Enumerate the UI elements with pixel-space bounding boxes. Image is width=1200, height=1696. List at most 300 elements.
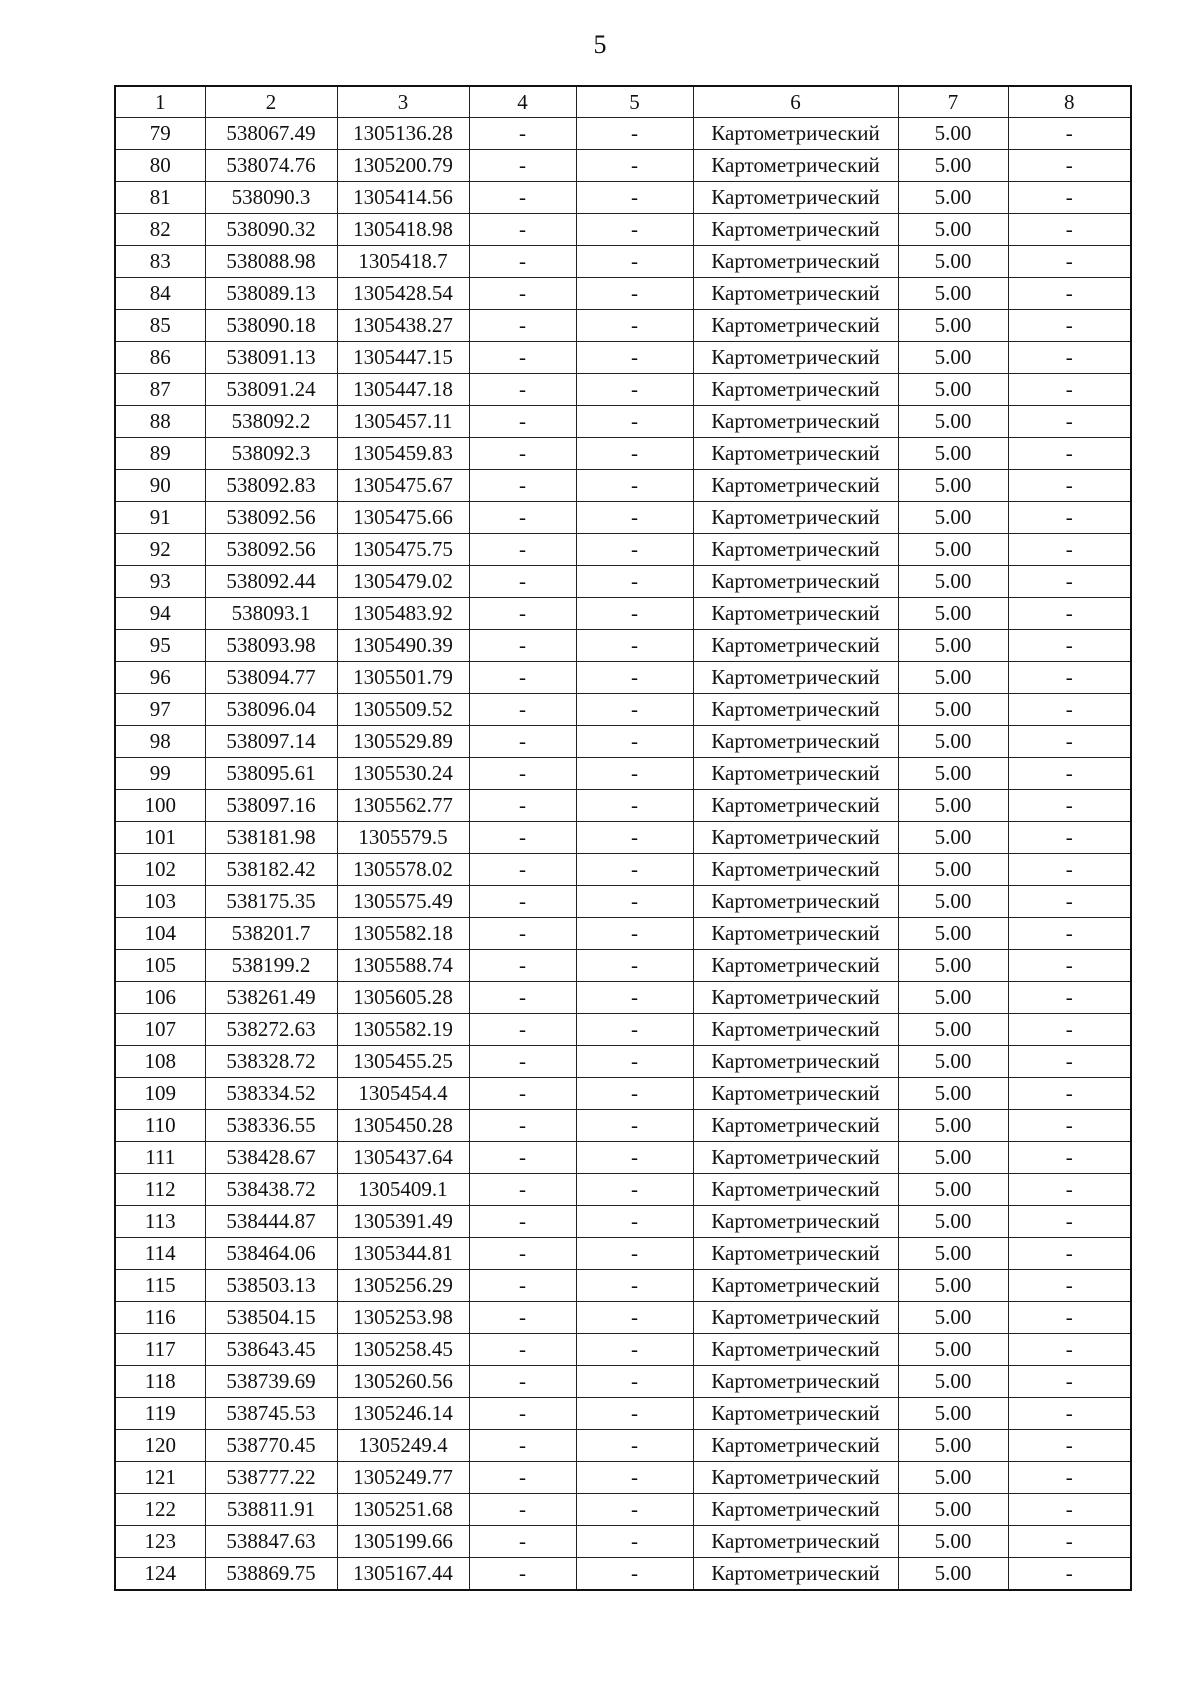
table-row: [115, 758, 1131, 790]
col-8-value-cell: -: [1008, 118, 1131, 150]
accuracy-cell: 5.00: [898, 566, 1008, 598]
y-coordinate-cell: 1305605.28: [337, 982, 469, 1014]
x-coordinate-cell: 538092.3: [205, 438, 337, 470]
col-5-value-cell: -: [576, 374, 693, 406]
y-coordinate-cell: 1305455.25: [337, 1046, 469, 1078]
col-5-value-cell: -: [576, 1014, 693, 1046]
col-4-value-cell: -: [469, 342, 576, 374]
accuracy-cell: 5.00: [898, 470, 1008, 502]
col-5-value-cell: -: [576, 1206, 693, 1238]
point-number-cell: 110: [115, 1110, 205, 1142]
y-coordinate-cell: 1305579.5: [337, 822, 469, 854]
method-cell: Картометрический: [693, 1110, 898, 1142]
accuracy-cell: 5.00: [898, 950, 1008, 982]
y-coordinate-cell: 1305438.27: [337, 310, 469, 342]
x-coordinate-cell: 538438.72: [205, 1174, 337, 1206]
method-cell: Картометрический: [693, 118, 898, 150]
method-cell: Картометрический: [693, 790, 898, 822]
col-4-value-cell: -: [469, 630, 576, 662]
col-8-value-cell: -: [1008, 886, 1131, 918]
accuracy-cell: 5.00: [898, 982, 1008, 1014]
point-number-cell: 116: [115, 1302, 205, 1334]
col-8-value-cell: -: [1008, 246, 1131, 278]
col-8-value-cell: -: [1008, 342, 1131, 374]
col-4-value-cell: -: [469, 470, 576, 502]
col-5-value-cell: -: [576, 246, 693, 278]
col-5-value-cell: -: [576, 1078, 693, 1110]
table-row: [115, 1462, 1131, 1494]
accuracy-cell: 5.00: [898, 310, 1008, 342]
y-coordinate-cell: 1305167.44: [337, 1558, 469, 1591]
accuracy-cell: 5.00: [898, 726, 1008, 758]
y-coordinate-cell: 1305258.45: [337, 1334, 469, 1366]
method-cell: Картометрический: [693, 214, 898, 246]
table-row: [115, 1110, 1131, 1142]
col-4-value-cell: -: [469, 1494, 576, 1526]
accuracy-cell: 5.00: [898, 1558, 1008, 1591]
point-number-cell: 109: [115, 1078, 205, 1110]
point-number-cell: 108: [115, 1046, 205, 1078]
col-5-value-cell: -: [576, 1430, 693, 1462]
point-number-cell: 113: [115, 1206, 205, 1238]
method-cell: Картометрический: [693, 1558, 898, 1591]
method-cell: Картометрический: [693, 566, 898, 598]
accuracy-cell: 5.00: [898, 694, 1008, 726]
accuracy-cell: 5.00: [898, 1078, 1008, 1110]
method-cell: Картометрический: [693, 694, 898, 726]
col-8-value-cell: -: [1008, 406, 1131, 438]
x-coordinate-cell: 538093.98: [205, 630, 337, 662]
table-row: [115, 374, 1131, 406]
col-5-value-cell: -: [576, 566, 693, 598]
y-coordinate-cell: 1305391.49: [337, 1206, 469, 1238]
col-8-value-cell: -: [1008, 918, 1131, 950]
point-number-cell: 97: [115, 694, 205, 726]
table-row: [115, 342, 1131, 374]
accuracy-cell: 5.00: [898, 1430, 1008, 1462]
x-coordinate-cell: 538770.45: [205, 1430, 337, 1462]
col-8-value-cell: -: [1008, 822, 1131, 854]
accuracy-cell: 5.00: [898, 1366, 1008, 1398]
table-row: [115, 1334, 1131, 1366]
point-number-cell: 95: [115, 630, 205, 662]
x-coordinate-cell: 538175.35: [205, 886, 337, 918]
y-coordinate-cell: 1305479.02: [337, 566, 469, 598]
col-5-value-cell: -: [576, 214, 693, 246]
y-coordinate-cell: 1305475.67: [337, 470, 469, 502]
x-coordinate-cell: 538097.16: [205, 790, 337, 822]
table-row: [115, 982, 1131, 1014]
column-header-8: 8: [1008, 86, 1131, 118]
y-coordinate-cell: 1305475.66: [337, 502, 469, 534]
table-row: [115, 1078, 1131, 1110]
col-5-value-cell: -: [576, 1142, 693, 1174]
method-cell: Картометрический: [693, 374, 898, 406]
col-8-value-cell: -: [1008, 1238, 1131, 1270]
method-cell: Картометрический: [693, 1334, 898, 1366]
table-row: [115, 118, 1131, 150]
col-5-value-cell: -: [576, 1110, 693, 1142]
method-cell: Картометрический: [693, 1078, 898, 1110]
col-5-value-cell: -: [576, 1302, 693, 1334]
table-row: [115, 566, 1131, 598]
y-coordinate-cell: 1305578.02: [337, 854, 469, 886]
column-header-3: 3: [337, 86, 469, 118]
x-coordinate-cell: 538097.14: [205, 726, 337, 758]
y-coordinate-cell: 1305501.79: [337, 662, 469, 694]
accuracy-cell: 5.00: [898, 406, 1008, 438]
col-4-value-cell: -: [469, 1270, 576, 1302]
y-coordinate-cell: 1305447.18: [337, 374, 469, 406]
table-row: [115, 1558, 1131, 1591]
col-8-value-cell: -: [1008, 1334, 1131, 1366]
method-cell: Картометрический: [693, 438, 898, 470]
x-coordinate-cell: 538272.63: [205, 1014, 337, 1046]
table-row: [115, 1238, 1131, 1270]
x-coordinate-cell: 538334.52: [205, 1078, 337, 1110]
col-8-value-cell: -: [1008, 1430, 1131, 1462]
method-cell: Картометрический: [693, 1238, 898, 1270]
col-8-value-cell: -: [1008, 1270, 1131, 1302]
coordinates-table: [114, 85, 1132, 1591]
col-5-value-cell: -: [576, 1366, 693, 1398]
col-8-value-cell: -: [1008, 470, 1131, 502]
x-coordinate-cell: 538444.87: [205, 1206, 337, 1238]
col-8-value-cell: -: [1008, 726, 1131, 758]
col-8-value-cell: -: [1008, 1462, 1131, 1494]
col-5-value-cell: -: [576, 1398, 693, 1430]
point-number-cell: 81: [115, 182, 205, 214]
point-number-cell: 93: [115, 566, 205, 598]
method-cell: Картометрический: [693, 982, 898, 1014]
table-header-row: [115, 86, 1131, 118]
col-8-value-cell: -: [1008, 1526, 1131, 1558]
column-header-4: 4: [469, 86, 576, 118]
col-4-value-cell: -: [469, 1046, 576, 1078]
col-5-value-cell: -: [576, 694, 693, 726]
accuracy-cell: 5.00: [898, 1334, 1008, 1366]
y-coordinate-cell: 1305437.64: [337, 1142, 469, 1174]
x-coordinate-cell: 538091.24: [205, 374, 337, 406]
accuracy-cell: 5.00: [898, 886, 1008, 918]
y-coordinate-cell: 1305490.39: [337, 630, 469, 662]
x-coordinate-cell: 538090.3: [205, 182, 337, 214]
col-5-value-cell: -: [576, 854, 693, 886]
x-coordinate-cell: 538089.13: [205, 278, 337, 310]
accuracy-cell: 5.00: [898, 118, 1008, 150]
col-4-value-cell: -: [469, 438, 576, 470]
accuracy-cell: 5.00: [898, 374, 1008, 406]
column-header-1: 1: [115, 86, 205, 118]
x-coordinate-cell: 538091.13: [205, 342, 337, 374]
col-4-value-cell: -: [469, 950, 576, 982]
table-row: [115, 726, 1131, 758]
x-coordinate-cell: 538503.13: [205, 1270, 337, 1302]
col-4-value-cell: -: [469, 374, 576, 406]
table-row: [115, 1302, 1131, 1334]
x-coordinate-cell: 538464.06: [205, 1238, 337, 1270]
method-cell: Картометрический: [693, 630, 898, 662]
method-cell: Картометрический: [693, 1366, 898, 1398]
accuracy-cell: 5.00: [898, 790, 1008, 822]
col-4-value-cell: -: [469, 214, 576, 246]
col-8-value-cell: -: [1008, 790, 1131, 822]
x-coordinate-cell: 538847.63: [205, 1526, 337, 1558]
col-5-value-cell: -: [576, 534, 693, 566]
x-coordinate-cell: 538643.45: [205, 1334, 337, 1366]
y-coordinate-cell: 1305459.83: [337, 438, 469, 470]
col-5-value-cell: -: [576, 438, 693, 470]
y-coordinate-cell: 1305418.7: [337, 246, 469, 278]
method-cell: Картометрический: [693, 182, 898, 214]
table-row: [115, 502, 1131, 534]
y-coordinate-cell: 1305136.28: [337, 118, 469, 150]
col-8-value-cell: -: [1008, 1046, 1131, 1078]
accuracy-cell: 5.00: [898, 1206, 1008, 1238]
col-5-value-cell: -: [576, 310, 693, 342]
point-number-cell: 117: [115, 1334, 205, 1366]
col-4-value-cell: -: [469, 278, 576, 310]
col-4-value-cell: -: [469, 1430, 576, 1462]
accuracy-cell: 5.00: [898, 630, 1008, 662]
y-coordinate-cell: 1305260.56: [337, 1366, 469, 1398]
point-number-cell: 90: [115, 470, 205, 502]
method-cell: Картометрический: [693, 1270, 898, 1302]
accuracy-cell: 5.00: [898, 854, 1008, 886]
col-8-value-cell: -: [1008, 1494, 1131, 1526]
col-5-value-cell: -: [576, 1238, 693, 1270]
point-number-cell: 85: [115, 310, 205, 342]
col-4-value-cell: -: [469, 822, 576, 854]
x-coordinate-cell: 538092.83: [205, 470, 337, 502]
col-5-value-cell: -: [576, 886, 693, 918]
accuracy-cell: 5.00: [898, 1046, 1008, 1078]
table-row: [115, 694, 1131, 726]
table-row: [115, 886, 1131, 918]
x-coordinate-cell: 538074.76: [205, 150, 337, 182]
col-8-value-cell: -: [1008, 534, 1131, 566]
table-row: [115, 598, 1131, 630]
y-coordinate-cell: 1305200.79: [337, 150, 469, 182]
accuracy-cell: 5.00: [898, 1110, 1008, 1142]
col-4-value-cell: -: [469, 182, 576, 214]
point-number-cell: 88: [115, 406, 205, 438]
col-5-value-cell: -: [576, 502, 693, 534]
col-4-value-cell: -: [469, 790, 576, 822]
accuracy-cell: 5.00: [898, 662, 1008, 694]
table-row: [115, 246, 1131, 278]
col-8-value-cell: -: [1008, 1366, 1131, 1398]
table-row: [115, 1174, 1131, 1206]
col-4-value-cell: -: [469, 1174, 576, 1206]
x-coordinate-cell: 538504.15: [205, 1302, 337, 1334]
col-4-value-cell: -: [469, 1206, 576, 1238]
table-row: [115, 182, 1131, 214]
col-4-value-cell: -: [469, 534, 576, 566]
point-number-cell: 99: [115, 758, 205, 790]
point-number-cell: 122: [115, 1494, 205, 1526]
point-number-cell: 119: [115, 1398, 205, 1430]
col-4-value-cell: -: [469, 1366, 576, 1398]
point-number-cell: 105: [115, 950, 205, 982]
col-4-value-cell: -: [469, 1398, 576, 1430]
y-coordinate-cell: 1305475.75: [337, 534, 469, 566]
table-row: [115, 662, 1131, 694]
method-cell: Картометрический: [693, 1046, 898, 1078]
y-coordinate-cell: 1305509.52: [337, 694, 469, 726]
y-coordinate-cell: 1305454.4: [337, 1078, 469, 1110]
y-coordinate-cell: 1305428.54: [337, 278, 469, 310]
accuracy-cell: 5.00: [898, 438, 1008, 470]
col-4-value-cell: -: [469, 502, 576, 534]
col-8-value-cell: -: [1008, 1142, 1131, 1174]
point-number-cell: 123: [115, 1526, 205, 1558]
point-number-cell: 98: [115, 726, 205, 758]
col-4-value-cell: -: [469, 1462, 576, 1494]
col-4-value-cell: -: [469, 1558, 576, 1591]
col-4-value-cell: -: [469, 1334, 576, 1366]
point-number-cell: 124: [115, 1558, 205, 1591]
x-coordinate-cell: 538067.49: [205, 118, 337, 150]
accuracy-cell: 5.00: [898, 246, 1008, 278]
column-header-2: 2: [205, 86, 337, 118]
col-5-value-cell: -: [576, 342, 693, 374]
table-body: [115, 118, 1131, 1591]
point-number-cell: 111: [115, 1142, 205, 1174]
x-coordinate-cell: 538811.91: [205, 1494, 337, 1526]
method-cell: Картометрический: [693, 470, 898, 502]
col-8-value-cell: -: [1008, 694, 1131, 726]
col-4-value-cell: -: [469, 758, 576, 790]
col-4-value-cell: -: [469, 1110, 576, 1142]
col-5-value-cell: -: [576, 758, 693, 790]
method-cell: Картометрический: [693, 1526, 898, 1558]
x-coordinate-cell: 538090.32: [205, 214, 337, 246]
col-5-value-cell: -: [576, 1462, 693, 1494]
point-number-cell: 120: [115, 1430, 205, 1462]
method-cell: Картометрический: [693, 918, 898, 950]
point-number-cell: 102: [115, 854, 205, 886]
col-8-value-cell: -: [1008, 1110, 1131, 1142]
x-coordinate-cell: 538336.55: [205, 1110, 337, 1142]
col-5-value-cell: -: [576, 630, 693, 662]
table-row: [115, 214, 1131, 246]
accuracy-cell: 5.00: [898, 758, 1008, 790]
point-number-cell: 96: [115, 662, 205, 694]
accuracy-cell: 5.00: [898, 918, 1008, 950]
col-4-value-cell: -: [469, 566, 576, 598]
accuracy-cell: 5.00: [898, 150, 1008, 182]
col-4-value-cell: -: [469, 598, 576, 630]
point-number-cell: 84: [115, 278, 205, 310]
method-cell: Картометрический: [693, 726, 898, 758]
table-row: [115, 534, 1131, 566]
method-cell: Картометрический: [693, 598, 898, 630]
col-5-value-cell: -: [576, 1174, 693, 1206]
accuracy-cell: 5.00: [898, 1174, 1008, 1206]
method-cell: Картометрический: [693, 1430, 898, 1462]
col-5-value-cell: -: [576, 118, 693, 150]
point-number-cell: 106: [115, 982, 205, 1014]
x-coordinate-cell: 538095.61: [205, 758, 337, 790]
col-5-value-cell: -: [576, 662, 693, 694]
col-4-value-cell: -: [469, 1142, 576, 1174]
table-row: [115, 1494, 1131, 1526]
y-coordinate-cell: 1305246.14: [337, 1398, 469, 1430]
col-4-value-cell: -: [469, 246, 576, 278]
y-coordinate-cell: 1305450.28: [337, 1110, 469, 1142]
col-4-value-cell: -: [469, 694, 576, 726]
accuracy-cell: 5.00: [898, 342, 1008, 374]
col-4-value-cell: -: [469, 406, 576, 438]
point-number-cell: 80: [115, 150, 205, 182]
table-row: [115, 822, 1131, 854]
col-4-value-cell: -: [469, 1302, 576, 1334]
col-8-value-cell: -: [1008, 950, 1131, 982]
y-coordinate-cell: 1305253.98: [337, 1302, 469, 1334]
accuracy-cell: 5.00: [898, 182, 1008, 214]
column-header-5: 5: [576, 86, 693, 118]
method-cell: Картометрический: [693, 854, 898, 886]
col-8-value-cell: -: [1008, 182, 1131, 214]
col-4-value-cell: -: [469, 310, 576, 342]
method-cell: Картометрический: [693, 1174, 898, 1206]
y-coordinate-cell: 1305582.18: [337, 918, 469, 950]
table-row: [115, 918, 1131, 950]
col-8-value-cell: -: [1008, 1206, 1131, 1238]
y-coordinate-cell: 1305483.92: [337, 598, 469, 630]
col-5-value-cell: -: [576, 150, 693, 182]
point-number-cell: 107: [115, 1014, 205, 1046]
point-number-cell: 104: [115, 918, 205, 950]
y-coordinate-cell: 1305256.29: [337, 1270, 469, 1302]
col-5-value-cell: -: [576, 1558, 693, 1591]
accuracy-cell: 5.00: [898, 1526, 1008, 1558]
y-coordinate-cell: 1305588.74: [337, 950, 469, 982]
col-5-value-cell: -: [576, 1526, 693, 1558]
page-number: 5: [593, 30, 607, 59]
col-8-value-cell: -: [1008, 438, 1131, 470]
table-row: [115, 950, 1131, 982]
point-number-cell: 100: [115, 790, 205, 822]
col-8-value-cell: -: [1008, 630, 1131, 662]
col-5-value-cell: -: [576, 470, 693, 502]
point-number-cell: 118: [115, 1366, 205, 1398]
method-cell: Картометрический: [693, 534, 898, 566]
y-coordinate-cell: 1305447.15: [337, 342, 469, 374]
table-row: [115, 1430, 1131, 1462]
col-8-value-cell: -: [1008, 502, 1131, 534]
method-cell: Картометрический: [693, 950, 898, 982]
method-cell: Картометрический: [693, 1142, 898, 1174]
accuracy-cell: 5.00: [898, 1462, 1008, 1494]
point-number-cell: 82: [115, 214, 205, 246]
col-5-value-cell: -: [576, 1046, 693, 1078]
method-cell: Картометрический: [693, 1206, 898, 1238]
col-8-value-cell: -: [1008, 214, 1131, 246]
col-8-value-cell: -: [1008, 150, 1131, 182]
table-row: [115, 790, 1131, 822]
x-coordinate-cell: 538094.77: [205, 662, 337, 694]
x-coordinate-cell: 538869.75: [205, 1558, 337, 1591]
point-number-cell: 79: [115, 118, 205, 150]
y-coordinate-cell: 1305199.66: [337, 1526, 469, 1558]
method-cell: Картометрический: [693, 822, 898, 854]
accuracy-cell: 5.00: [898, 1142, 1008, 1174]
x-coordinate-cell: 538182.42: [205, 854, 337, 886]
table-row: [115, 1526, 1131, 1558]
method-cell: Картометрический: [693, 502, 898, 534]
